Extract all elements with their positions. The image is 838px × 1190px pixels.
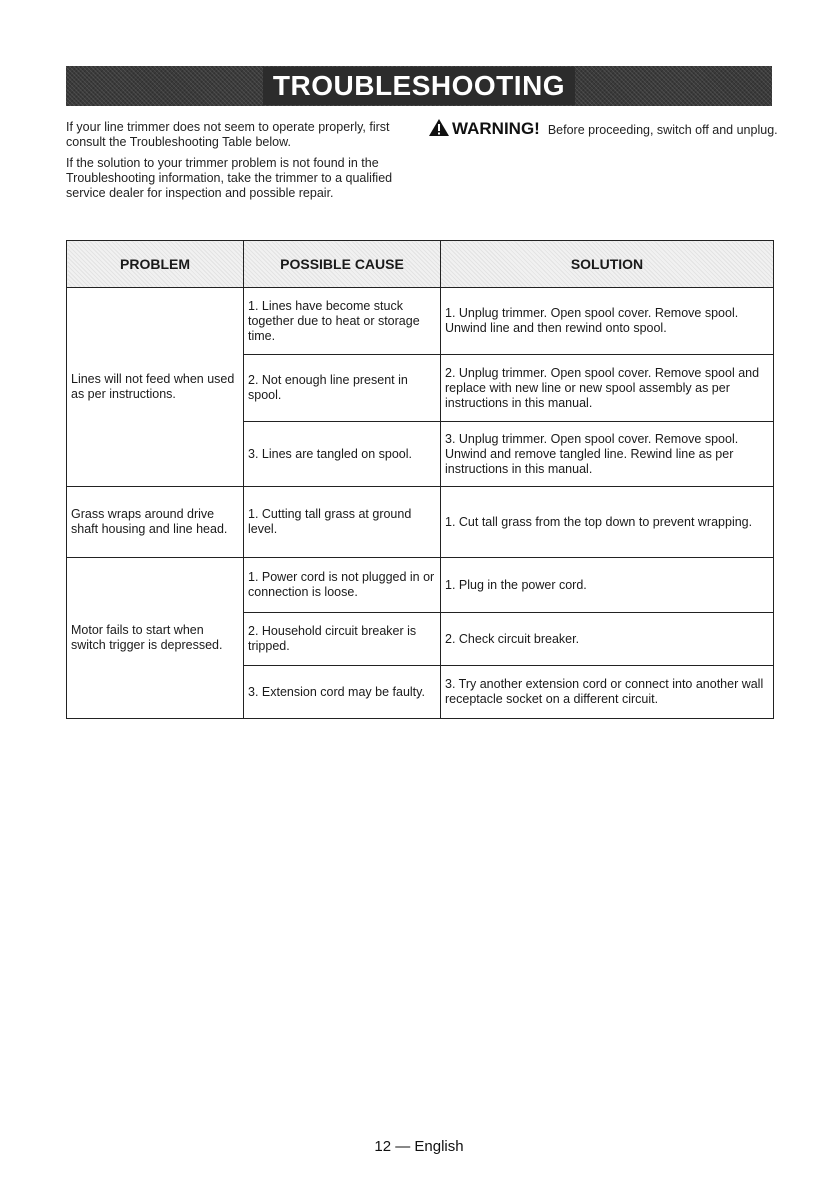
solution-cell: 3. Unplug trimmer. Open spool cover. Remove spool. Unwind and remove tangled line. Rewind line as per instructions in this manual.: [441, 422, 774, 487]
cause-cell: 3. Lines are tangled on spool.: [244, 422, 441, 487]
page-footer: 12 — English: [374, 1138, 464, 1155]
warning-notice: [428, 118, 778, 141]
solution-cell: 1. Unplug trimmer. Open spool cover. Remove spool. Unwind line and then rewind onto spool.: [441, 288, 774, 355]
table-header-row: [67, 241, 774, 288]
cause-cell: 1. Cutting tall grass at ground level.: [244, 487, 441, 558]
header-possible-cause: POSSIBLE CAUSE: [244, 241, 441, 288]
problem-cell: Grass wraps around drive shaft housing and line head.: [67, 487, 244, 558]
cause-cell: 2. Household circuit breaker is tripped.: [244, 613, 441, 666]
solution-cell: 3. Try another extension cord or connect into another wall receptacle socket on a different circuit.: [441, 666, 774, 719]
problem-cell: Lines will not feed when used as per instructions.: [67, 288, 244, 487]
warning-title: WARNING!: [452, 119, 540, 138]
solution-cell: 2. Unplug trimmer. Open spool cover. Remove spool and replace with new line or new spool assembly as per instructions in this manual.: [441, 355, 774, 422]
intro-paragraph-2: If the solution to your trimmer problem is not found in the Troubleshooting information, take the trimmer to a qualified service dealer for inspection and possible repair.: [66, 156, 393, 200]
solution-cell: 2. Check circuit breaker.: [441, 613, 774, 666]
warning-triangle-icon: [428, 118, 450, 141]
solution-cell: 1. Cut tall grass from the top down to prevent wrapping.: [441, 487, 774, 558]
cause-cell: 1. Power cord is not plugged in or connection is loose.: [244, 558, 441, 613]
header-problem: PROBLEM: [67, 241, 244, 288]
warning-text: Before proceeding, switch off and unplug.: [547, 123, 778, 137]
troubleshooting-table: [66, 240, 774, 719]
cause-cell: 1. Lines have become stuck together due to heat or storage time.: [244, 288, 441, 355]
cause-cell: 3. Extension cord may be faulty.: [244, 666, 441, 719]
table-row: [67, 487, 774, 558]
solution-cell: 1. Plug in the power cord.: [441, 558, 774, 613]
problem-cell: Motor fails to start when switch trigger is depressed.: [67, 558, 244, 719]
intro-paragraph-1: If your line trimmer does not seem to operate properly, first consult the Troubleshooting Table below.: [66, 120, 390, 149]
page-title: TROUBLESHOOTING: [263, 67, 575, 105]
intro-text: [66, 120, 406, 207]
cause-cell: 2. Not enough line present in spool.: [244, 355, 441, 422]
table-row: [67, 288, 774, 355]
title-banner: [66, 66, 772, 106]
header-solution: SOLUTION: [441, 241, 774, 288]
table-row: [67, 558, 774, 613]
